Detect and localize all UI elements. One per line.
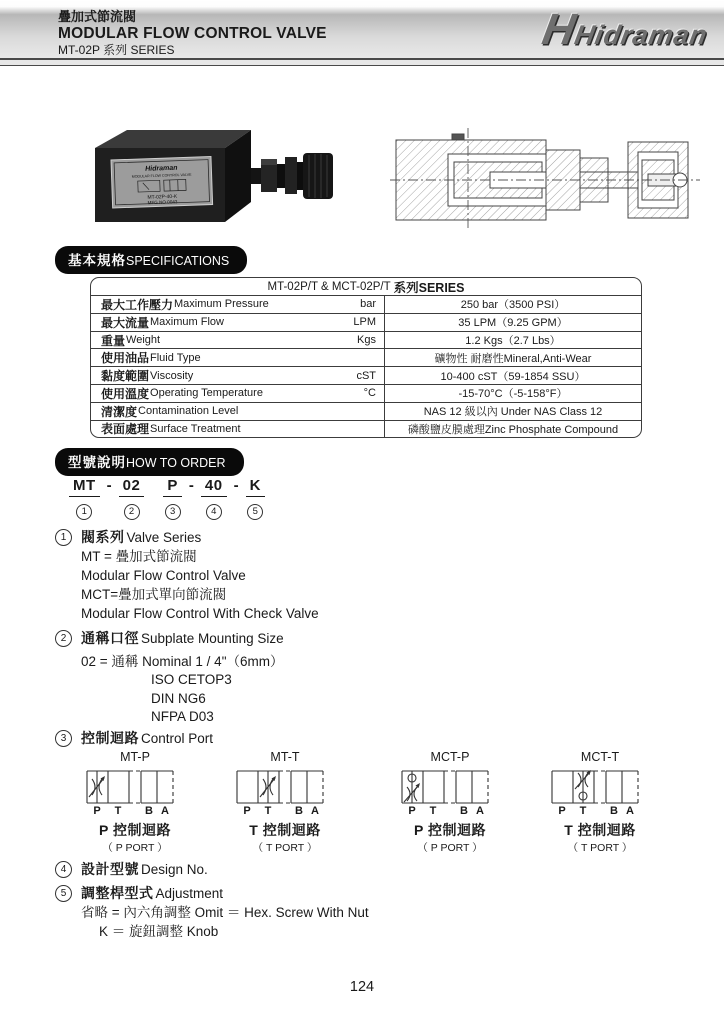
row-value: NAS 12 級以內 Under NAS Class 12: [423, 406, 603, 419]
hydraulic-symbol-throttle-p: [85, 769, 185, 805]
item-title-zh: 調整桿型式: [81, 885, 154, 901]
diagram-caption-en: （ P PORT ）: [102, 842, 168, 854]
port-labels: P T B A: [243, 805, 319, 817]
item-mounting-size: [55, 628, 704, 727]
nameplate-line1: MODULAR FLOW CONTROL VALVE: [131, 172, 192, 179]
row-label-zh: 使用油品: [101, 351, 150, 366]
item-number: 1: [55, 529, 72, 546]
item-title-en: Design No.: [141, 861, 208, 877]
item-valve-series: [55, 527, 704, 623]
diagram-name: MT-P: [120, 750, 150, 764]
specs-pill-en: SPECIFICATIONS: [126, 254, 230, 268]
code-text: MT: [69, 477, 100, 497]
row-value: -15-70°C（-5-158°F）: [458, 388, 568, 401]
product-photo: [85, 112, 335, 239]
item-number: 3: [55, 730, 72, 747]
port-labels: P T B A: [408, 805, 484, 817]
item-line: 省略 = 內六角調整 Omit ＝ Hex. Screw With Nut: [81, 905, 369, 920]
order-pill-zh: 型號說明: [68, 455, 126, 470]
item-title-en: Subplate Mounting Size: [141, 630, 284, 646]
logo-wordmark: Hidraman: [571, 20, 710, 50]
nameplate-brand: Hidraman: [145, 164, 178, 173]
table-row: [91, 349, 641, 367]
table-row: [91, 332, 641, 350]
circled-number: 5: [247, 504, 263, 520]
row-label-en: Contamination Level: [138, 405, 239, 418]
diagram-caption-en: （ P PORT ）: [417, 842, 483, 854]
section-specifications: [55, 246, 247, 274]
code-text: P: [163, 477, 182, 497]
row-label-en: Surface Treatment: [150, 422, 241, 435]
item-line: Modular Flow Control Valve: [81, 568, 246, 583]
table-row: [91, 296, 641, 314]
item-title-zh: 通稱口徑: [81, 630, 139, 646]
section-how-to-order: [55, 448, 244, 476]
circled-number: 1: [76, 504, 92, 520]
nameplate: [111, 157, 213, 208]
code-segment: [69, 477, 100, 520]
diagram-caption-en: （ T PORT ）: [567, 842, 633, 854]
code-separator: -: [233, 477, 239, 494]
diagram-caption-en: （ T PORT ）: [252, 842, 318, 854]
table-row: [91, 403, 641, 421]
specifications-table: [90, 277, 642, 438]
row-value: 10-400 cST（59-1854 SSU）: [440, 370, 586, 383]
row-unit: cST: [356, 369, 376, 382]
item-line: MT = 疊加式節流閥: [81, 549, 197, 564]
table-row: [91, 367, 641, 385]
port-labels: P T B A: [558, 805, 634, 817]
spec-table-title: [91, 278, 641, 296]
item-line: 02 = 通稱 Nominal 1 / 4"（6mm）: [81, 654, 284, 669]
item-title-zh: 控制迴路: [81, 730, 139, 746]
control-port-diagrams: [0, 750, 724, 860]
model-code: [66, 477, 268, 520]
diagram-mt-p: [80, 750, 190, 855]
row-label-zh: 黏度範圍: [101, 369, 150, 384]
order-pill-en: HOW TO ORDER: [126, 456, 226, 470]
row-unit: Kgs: [357, 333, 376, 346]
item-title-en: Adjustment: [155, 885, 224, 901]
item-line: K ＝ 旋鈕調整 Knob: [99, 924, 219, 939]
code-separator: -: [188, 477, 194, 494]
code-text: 02: [119, 477, 145, 497]
row-label-zh: 最大工作壓力: [101, 297, 174, 312]
item-line: MCT=疊加式單向節流閥: [81, 587, 227, 602]
item-design-no: [55, 859, 704, 879]
item-title-zh: 閥系列: [81, 529, 125, 545]
hydraulic-symbol-throttle-check-t: [550, 769, 650, 805]
title-chinese: 疊加式節流閥: [58, 9, 137, 24]
item-title-zh: 設計型號: [81, 861, 139, 877]
cross-section-drawing: [390, 122, 700, 234]
port-labels: P T B A: [93, 805, 169, 817]
row-value: 35 LPM（9.25 GPM）: [458, 317, 568, 330]
code-segment: [246, 477, 265, 520]
nameplate-mfg-no: MFG NO 0043: [147, 199, 178, 206]
diagram-mct-t: [545, 750, 655, 855]
row-label-en: Weight: [126, 333, 161, 346]
circled-number: 3: [165, 504, 181, 520]
table-row: [91, 385, 641, 403]
item-number: 2: [55, 630, 72, 647]
page-header: [0, 0, 724, 66]
title-series: MT-02P 系列 SERIES: [58, 43, 175, 57]
code-segment: [163, 477, 182, 520]
code-segment: [201, 477, 227, 520]
header-titles: [58, 9, 327, 58]
item-title-en: Valve Series: [126, 529, 202, 545]
table-row: [91, 421, 641, 438]
row-label-en: Maximum Pressure: [174, 298, 269, 311]
row-label-en: Operating Temperature: [150, 387, 263, 400]
circled-number: 4: [206, 504, 222, 520]
nameplate-model: MT-02P-40-K: [147, 193, 178, 201]
row-label-zh: 清潔度: [101, 404, 138, 419]
item-number: 4: [55, 861, 72, 878]
circled-number: 2: [124, 504, 140, 520]
row-label-zh: 表面處理: [101, 422, 150, 437]
row-label-zh: 重量: [101, 333, 126, 348]
diagram-caption-zh: P 控制迴路: [414, 822, 486, 838]
valve-body-top: [95, 130, 251, 148]
item-subline: NFPA D03: [151, 709, 214, 724]
code-separator: -: [106, 477, 112, 494]
row-value: 磷酸鹽皮膜處理Zinc Phosphate Compound: [407, 423, 619, 436]
row-label-zh: 使用溫度: [101, 386, 150, 401]
hydraulic-symbol-throttle-t: [235, 769, 335, 805]
diagram-caption-zh: P 控制迴路: [99, 822, 171, 838]
item-adjustment: [55, 883, 704, 941]
code-text: K: [246, 477, 265, 497]
item-subline: DIN NG6: [151, 690, 206, 706]
table-row: [91, 314, 641, 332]
item-control-port: [55, 728, 704, 748]
spec-table-title-series: 系列SERIES: [393, 280, 465, 295]
code-segment: [119, 477, 145, 520]
row-unit: bar: [360, 298, 376, 311]
row-value: 250 bar（3500 PSI）: [460, 299, 566, 312]
row-label-zh: 最大流量: [101, 315, 150, 330]
row-value: 礦物性 耐磨性Mineral,Anti-Wear: [434, 352, 592, 365]
spec-table-title-model: MT-02P/T & MCT-02P/T: [267, 280, 391, 293]
adjustment-knob: [251, 153, 333, 199]
hidraman-logo: [538, 5, 711, 54]
title-english: MODULAR FLOW CONTROL VALVE: [58, 25, 327, 42]
diagram-mct-p: [395, 750, 505, 855]
row-unit: LPM: [353, 316, 376, 329]
row-value: 1.2 Kgs（2.7 Lbs）: [465, 334, 561, 347]
code-text: 40: [201, 477, 227, 497]
diagram-caption-zh: T 控制迴路: [249, 822, 321, 838]
page-number: 124: [349, 979, 375, 995]
item-title-en: Control Port: [141, 730, 214, 746]
diagram-caption-zh: T 控制迴路: [564, 822, 636, 838]
header-divider: [0, 58, 724, 66]
item-number: 5: [55, 885, 72, 902]
row-label-en: Maximum Flow: [150, 316, 224, 329]
specs-pill-zh: 基本規格: [68, 253, 126, 268]
item-subline: ISO CETOP3: [151, 672, 232, 687]
diagram-name: MCT-T: [580, 750, 620, 764]
row-unit: °C: [363, 387, 376, 400]
logo-h-icon: H: [538, 5, 579, 54]
diagram-name: MT-T: [270, 750, 300, 764]
diagram-mt-t: [230, 750, 340, 855]
row-label-en: Fluid Type: [150, 351, 201, 364]
hydraulic-symbol-check-throttle-p: [400, 769, 500, 805]
item-line: Modular Flow Control With Check Valve: [81, 606, 319, 621]
diagram-name: MCT-P: [430, 750, 470, 764]
row-label-en: Viscosity: [150, 369, 194, 382]
